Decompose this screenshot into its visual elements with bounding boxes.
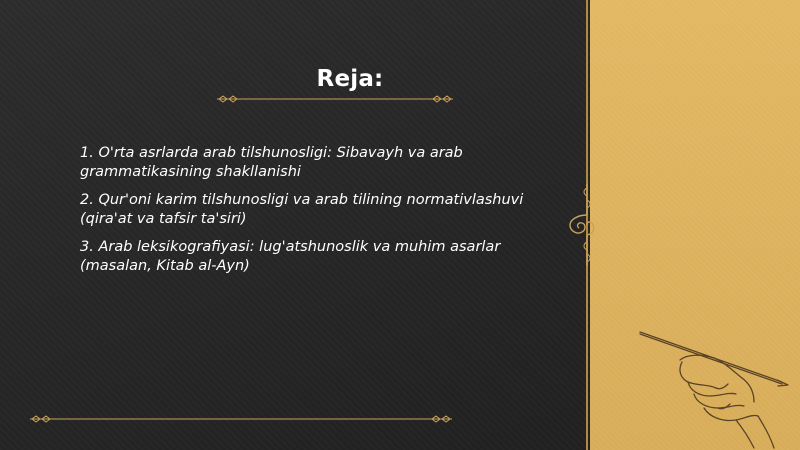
- slide-title: Reja:: [316, 66, 384, 92]
- agenda-item-2: 2. Qur'oni karim tilshunosligi va arab tilining normativlashuvi (qira'at va tafsir ta'siri): [80, 192, 524, 227]
- hand-with-quill-icon: [632, 318, 792, 450]
- title-divider-ornament: [215, 94, 455, 104]
- agenda-item-3: 3. Arab leksikografiyasi: lug'atshunoslik va muhim asarlar (masalan, Kitab al-Ayn): [80, 239, 501, 274]
- footer-divider-ornament: [28, 414, 454, 424]
- agenda-item-1: 1. O'rta asrlarda arab tilshunosligi: Sibavayh va arab grammatikasining shakllanishi: [80, 145, 463, 180]
- agenda-list: [80, 144, 560, 285]
- scroll-flourish-icon: [562, 180, 596, 270]
